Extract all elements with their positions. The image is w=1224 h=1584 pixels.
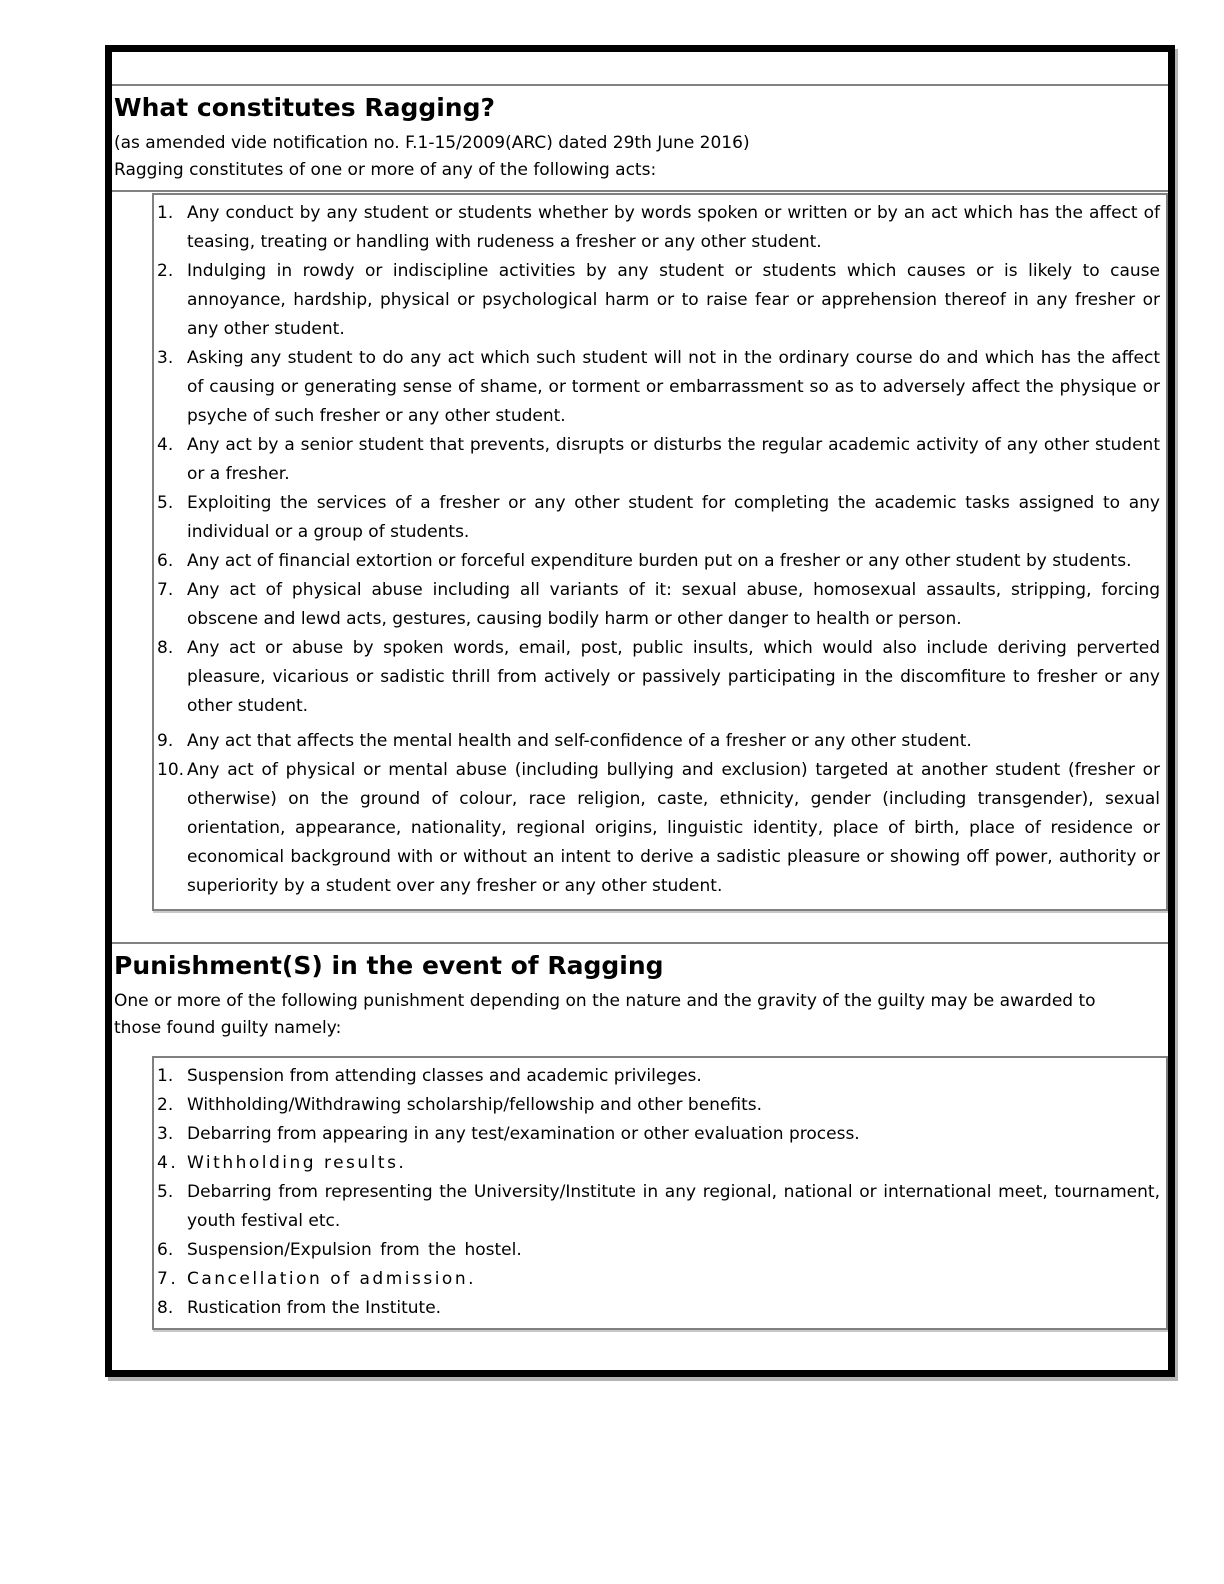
mid-spacer: [112, 911, 1168, 942]
list-item: Any act that affects the mental health and self-confidence of a fresher or any other student.: [187, 731, 972, 751]
ragging-list: [154, 199, 1160, 901]
ragging-header: [112, 86, 1168, 190]
top-spacer: [112, 52, 1168, 84]
list-item: Any act of financial extortion or forceful expenditure burden put on a fresher or any other student by students.: [187, 551, 1132, 571]
list-item: Any act or abuse by spoken words, email, post, public insults, which would also include deriving perverted pleasure, vicarious or sadistic thrill from actively or passively participating in the discomfiture to fresher or any other student.: [187, 638, 1160, 716]
list-item: Rustication from the Institute.: [187, 1298, 442, 1318]
punishment-intro: One or more of the following punishment depending on the nature and the gravity of the guilty may be awarded to those found guilty namely:: [114, 991, 1096, 1038]
punishment-header: [112, 944, 1168, 1048]
section-divider: [112, 190, 1168, 192]
list-item: Any act of physical abuse including all variants of it: sexual abuse, homosexual assaults, stripping, forcing obscene and lewd acts, gestures, causing bodily harm or other danger to health or person.: [187, 580, 1160, 629]
list-item: Withholding results.: [187, 1153, 407, 1173]
list-item: Any act by a senior student that prevents, disrupts or disturbs the regular academic activity of any other student or a fresher.: [187, 435, 1160, 484]
list-item: Indulging in rowdy or indiscipline activities by any student or students which causes or is likely to cause annoyance, hardship, physical or psychological harm or to raise fear or apprehension thereof in any fresher or any other student.: [187, 261, 1160, 339]
list-item: Any act of physical or mental abuse (including bullying and exclusion) targeted at another student (fresher or otherwise) on the ground of colour, race religion, caste, ethnicity, gender (including transgender), sexual orientation, appearance, nationality, regional origins, linguistic identity, place of birth, place of residence or economical background with or without an intent to derive a sadistic pleasure or showing off power, authority or superiority by a student over any fresher or any other student.: [187, 760, 1160, 896]
list-item: Debarring from representing the University/Institute in any regional, national or international meet, tournament, youth festival etc.: [187, 1182, 1160, 1231]
punishment-list: [154, 1062, 1160, 1323]
list-item: Asking any student to do any act which such student will not in the ordinary course do and which has the affect of causing or generating sense of shame, or torment or embarrassment so as to adversely affect the physique or psyche of such fresher or any other student.: [187, 348, 1160, 426]
ragging-subtitle: (as amended vide notification no. F.1-15/2009(ARC) dated 29th June 2016): [114, 133, 750, 153]
list-item: Withholding/Withdrawing scholarship/fellowship and other benefits.: [187, 1095, 763, 1115]
list-item: Suspension from attending classes and academic privileges.: [187, 1066, 702, 1086]
list-item: Suspension/Expulsion from the hostel.: [187, 1240, 522, 1260]
list-item: Debarring from appearing in any test/examination or other evaluation process.: [187, 1124, 860, 1144]
list-item: Cancellation of admission.: [187, 1269, 476, 1289]
list-item: Exploiting the services of a fresher or any other student for completing the academic tasks assigned to any individual or a group of students.: [187, 493, 1160, 542]
punishment-title: Punishment(S) in the event of Ragging: [114, 951, 664, 980]
document-frame: [105, 45, 1175, 1377]
punishment-list-box: [152, 1056, 1168, 1330]
ragging-title: What constitutes Ragging?: [114, 93, 496, 122]
list-item: Any conduct by any student or students whether by words spoken or written or by an act which has the affect of teasing, treating or handling with rudeness a fresher or any other student.: [187, 203, 1160, 252]
ragging-intro: Ragging constitutes of one or more of any of the following acts:: [114, 160, 657, 180]
ragging-list-box: [152, 193, 1168, 911]
